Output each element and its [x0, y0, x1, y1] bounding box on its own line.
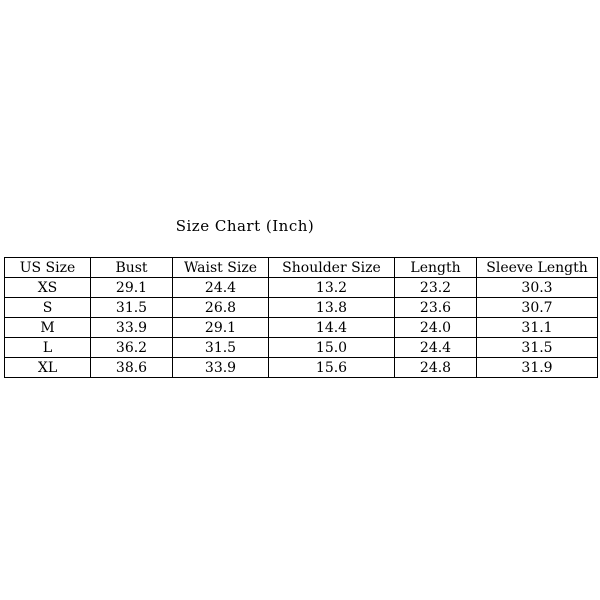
- cell-sleeve-length: 31.1: [477, 318, 598, 338]
- table-row: [5, 298, 598, 318]
- cell-waist-size: 33.9: [173, 358, 269, 378]
- table-row: [5, 338, 598, 358]
- header-shoulder-size: Shoulder Size: [269, 258, 395, 278]
- header-length: Length: [395, 258, 477, 278]
- cell-waist-size: 31.5: [173, 338, 269, 358]
- cell-length: 24.0: [395, 318, 477, 338]
- cell-us-size: S: [5, 298, 91, 318]
- cell-shoulder-size: 14.4: [269, 318, 395, 338]
- cell-waist-size: 26.8: [173, 298, 269, 318]
- header-sleeve-length: Sleeve Length: [477, 258, 598, 278]
- cell-us-size: XS: [5, 278, 91, 298]
- cell-bust: 36.2: [91, 338, 173, 358]
- cell-length: 23.6: [395, 298, 477, 318]
- cell-bust: 33.9: [91, 318, 173, 338]
- cell-us-size: XL: [5, 358, 91, 378]
- cell-waist-size: 24.4: [173, 278, 269, 298]
- cell-us-size: L: [5, 338, 91, 358]
- table-row: [5, 358, 598, 378]
- header-bust: Bust: [91, 258, 173, 278]
- cell-waist-size: 29.1: [173, 318, 269, 338]
- cell-shoulder-size: 15.0: [269, 338, 395, 358]
- cell-length: 24.4: [395, 338, 477, 358]
- cell-bust: 29.1: [91, 278, 173, 298]
- cell-length: 24.8: [395, 358, 477, 378]
- table-header-row: [5, 258, 598, 278]
- cell-sleeve-length: 31.9: [477, 358, 598, 378]
- cell-shoulder-size: 13.2: [269, 278, 395, 298]
- header-us-size: US Size: [5, 258, 91, 278]
- cell-bust: 31.5: [91, 298, 173, 318]
- cell-bust: 38.6: [91, 358, 173, 378]
- cell-us-size: M: [5, 318, 91, 338]
- size-chart-table: [4, 257, 598, 378]
- cell-shoulder-size: 15.6: [269, 358, 395, 378]
- cell-shoulder-size: 13.8: [269, 298, 395, 318]
- cell-sleeve-length: 30.7: [477, 298, 598, 318]
- cell-sleeve-length: 30.3: [477, 278, 598, 298]
- cell-length: 23.2: [395, 278, 477, 298]
- header-waist-size: Waist Size: [173, 258, 269, 278]
- size-chart-title: Size Chart (Inch): [175, 217, 315, 235]
- table-row: [5, 318, 598, 338]
- cell-sleeve-length: 31.5: [477, 338, 598, 358]
- table-row: [5, 278, 598, 298]
